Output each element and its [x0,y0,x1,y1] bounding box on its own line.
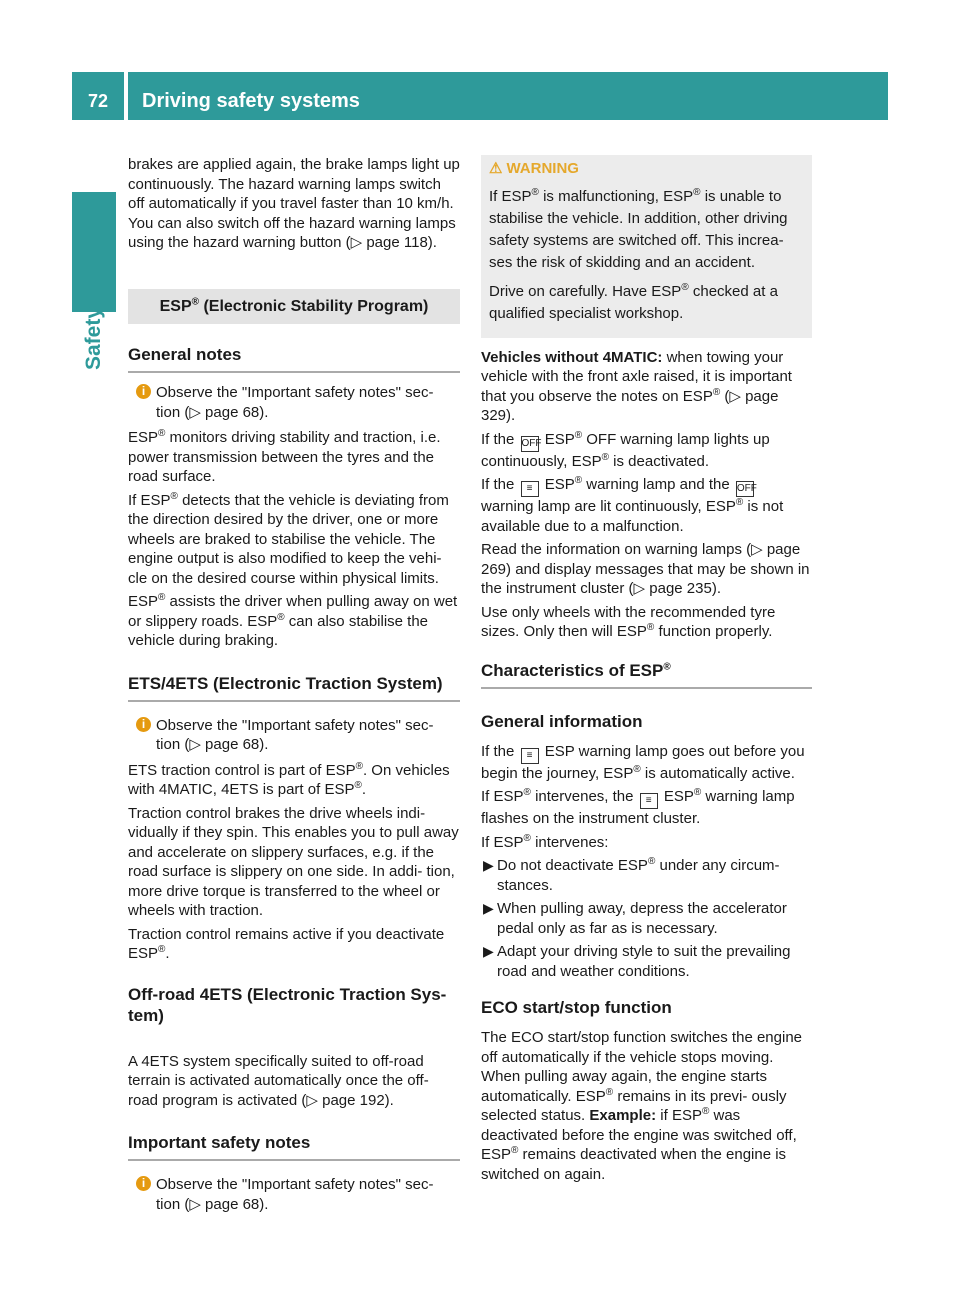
list-item: ▶ When pulling away, depress the accelerator pedal only as far as is necessary. [483,900,787,937]
page-number: 72 [72,72,124,120]
paragraph: Vehicles without 4MATIC: when towing your vehicle with the front axle raised, it is important that you observe the notes on ESP® (▷ page 329). [481,348,792,424]
esp-lamp-icon: ≡ [640,793,658,809]
info-icon: i [136,717,151,732]
paragraph: ETS traction control is part of ESP®. On vehicles with 4MATIC, 4ETS is part of ESP®. [128,760,450,798]
chapter-title: Driving safety systems [128,72,888,120]
info-note: i Observe the "Important safety notes" sec- tion (▷ page 68). [128,1175,460,1214]
warning-text: If ESP® is malfunctioning, ESP® is unable to stabilise the vehicle. In addition, other driving safety systems are switched off. This increa- ses the risk of skidding and an accident. [489,186,788,271]
paragraph: The ECO start/stop function switches the engine off automatically if the vehicle stops moving. When pulling away again, the engine starts automatically. ESP® remains in its previ- ously selected status. Example: if ESP® was deactivated before the engine was switched off, ESP® remains deactivated when the engine is switched on again. [481,1029,802,1183]
section-marker [72,192,116,312]
offroad-heading: Off-road 4ETS (Electronic Traction Sys- tem) [128,984,447,1025]
paragraph: If the OFF ESP® OFF warning lamp lights up continuously, ESP® is deactivated. [481,429,770,470]
warning-text: Drive on carefully. Have ESP® checked at a qualified specialist workshop. [489,281,778,322]
general-notes-heading: General notes [128,344,460,373]
esp-heading: ESP® (Electronic Stability Program) [128,289,460,325]
characteristics-heading: Characteristics of ESP® [481,660,812,689]
general-information-heading: General information [481,711,643,731]
warning-box [481,155,812,338]
paragraph: Use only wheels with the recommended tyre sizes. Only then will ESP® function properly. [481,603,776,640]
paragraph: ESP® assists the driver when pulling away on wet or slippery roads. ESP® can also stabilise the vehicle during braking. [128,592,458,649]
intro-text: brakes are applied again, the brake lamps light up continuously. The hazard warning lamps switch off automatically if you travel faster than 10 km/h. You can also switch off the hazard warning lamps using the hazard warning button (▷ page 118). [128,156,460,251]
list-item: ▶ Do not deactivate ESP® under any circum- stances. [483,856,780,894]
bullet-icon: ▶ [483,943,494,959]
paragraph: If ESP® intervenes: [481,832,609,851]
list-item: ▶ Adapt your driving style to suit the prevailing road and weather conditions. [483,943,791,980]
warning-title: ⚠ WARNING [489,160,579,177]
paragraph: Traction control brakes the drive wheels indi- vidually if they spin. This enables you to pull away and accelerate on slippery surfaces, e.g. if the road surface is slippery on one side. In addi- tion, more drive torque is transferred to the wheel or wheels with traction. [128,804,459,919]
info-icon: i [136,384,151,399]
right-column [481,155,812,1188]
info-note: i Observe the "Important safety notes" sec- tion (▷ page 68). [128,716,460,755]
paragraph: If the ≡ ESP® warning lamp and the OFF warning lamp are lit continuously, ESP® is not available due to a malfunction. [481,475,784,535]
paragraph: If ESP® intervenes, the ≡ ESP® warning lamp flashes on the instrument cluster. [481,787,795,827]
important-safety-heading: Important safety notes [128,1132,460,1161]
paragraph: A 4ETS system specifically suited to off-road terrain is activated automatically once the off- road program is activated (▷ page 192). [128,1052,429,1109]
paragraph: If the ≡ ESP warning lamp goes out before you begin the journey, ESP® is automatically active. [481,742,805,782]
warning-icon: ⚠ [489,160,503,177]
esp-lamp-icon: ≡ [521,481,539,497]
left-column [128,155,460,1220]
paragraph: Traction control remains active if you deactivate ESP®. [128,925,445,962]
esp-off-lamp-icon: OFF [736,481,754,497]
esp-lamp-icon: ≡ [521,748,539,764]
paragraph: ESP® monitors driving stability and traction, i.e. power transmission between the tyres and the road surface. [128,428,441,485]
section-label: Safety [82,306,105,370]
esp-off-lamp-icon: OFF [521,436,539,452]
info-note: i Observe the "Important safety notes" sec- tion (▷ page 68). [128,383,460,422]
paragraph: Read the information on warning lamps (▷ page 269) and display messages that may be shown in the instrument cluster (▷ page 235). [481,541,810,597]
bullet-icon: ▶ [483,900,494,916]
eco-heading: ECO start/stop function [481,998,672,1017]
paragraph: If ESP® detects that the vehicle is deviating from the direction desired by the driver, one or more wheels are braked to stabilise the vehicle. The engine output is also modified to keep the vehi- cle on the desired course within physical limits. [128,490,449,587]
ets-heading: ETS/4ETS (Electronic Traction System) [128,673,460,702]
info-icon: i [136,1176,151,1191]
bullet-icon: ▶ [483,857,494,873]
